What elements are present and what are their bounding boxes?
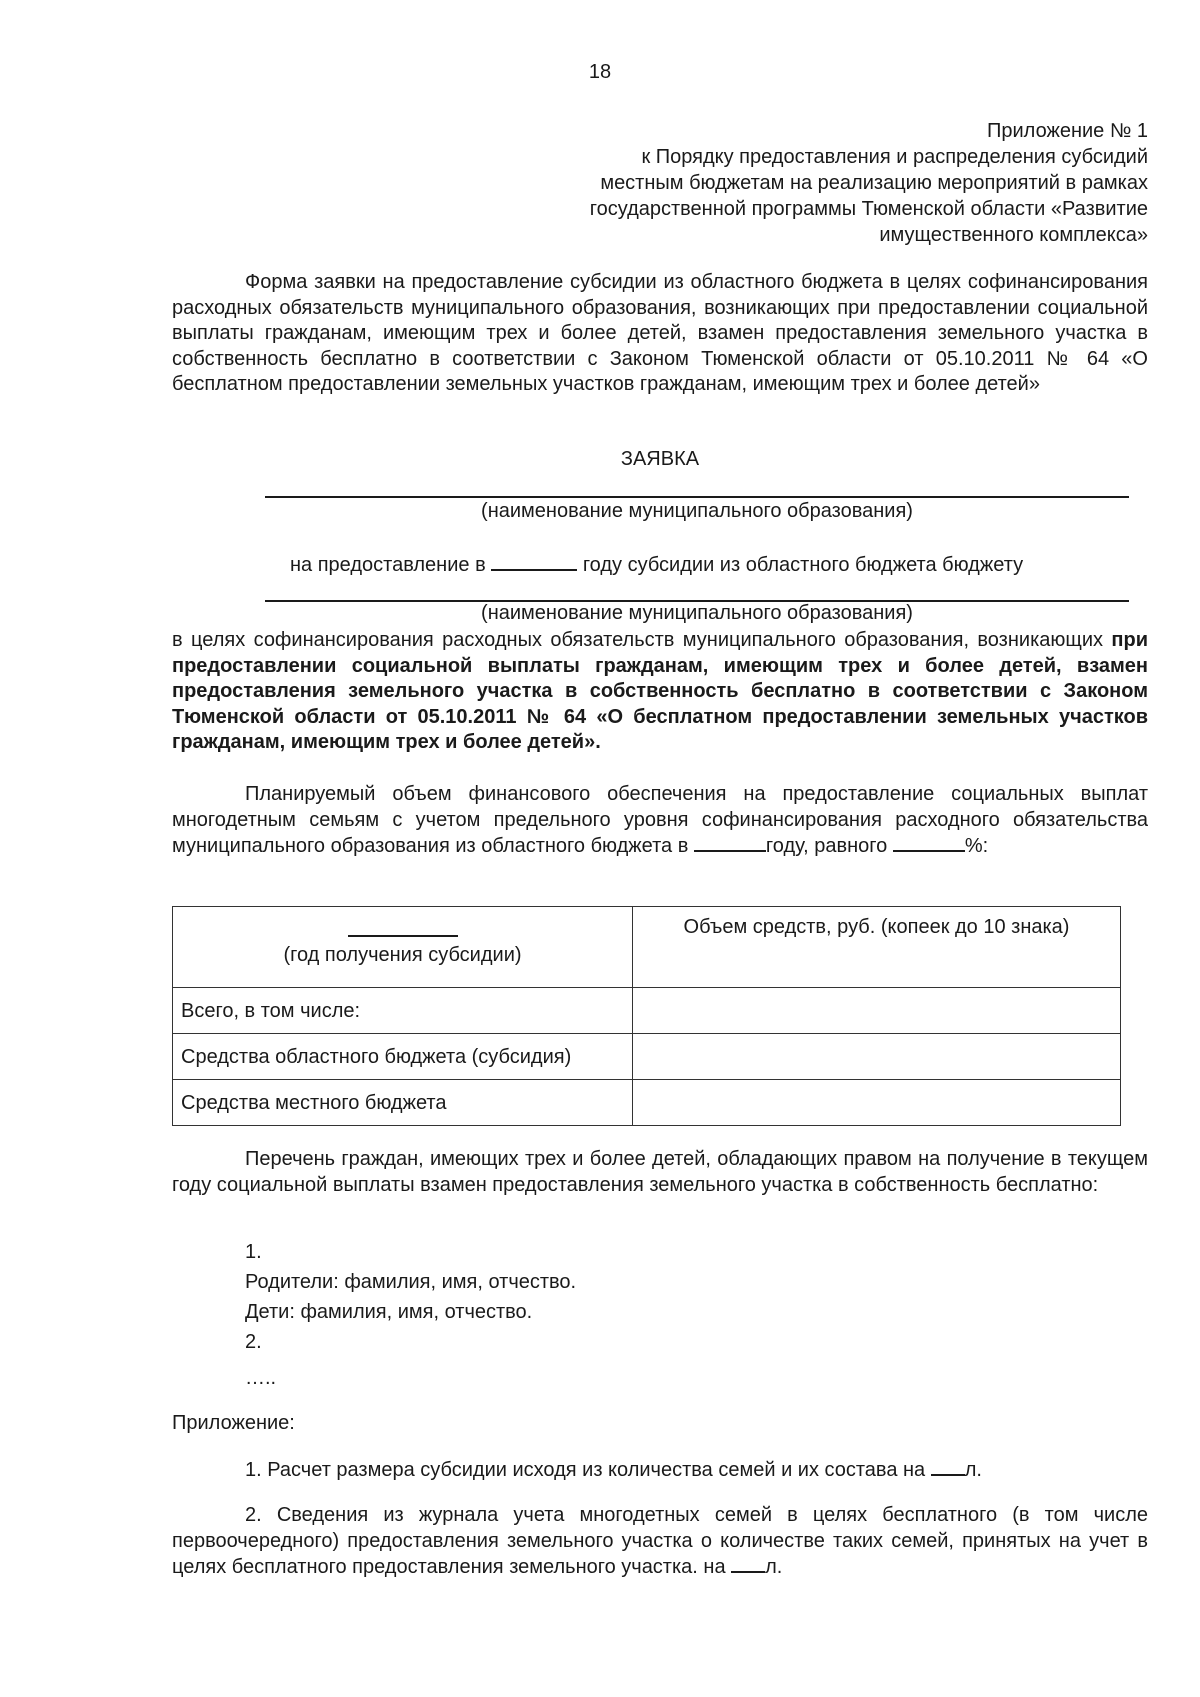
attachment-item-2-blank: [731, 1554, 765, 1573]
purpose-normal: в целях софинансирования расходных обязательств муниципального образования, возникающих: [172, 629, 1104, 651]
table-header-left: [173, 907, 633, 988]
attachment-item-2-text: 2. Сведения из журнала учета многодетных семей в целях бесплатного (в том числе первоочередного) предоставления земельного участка о количестве таких семей, принятых на учет в целях бесплатного предоставления земельного участка. на: [172, 1504, 1148, 1578]
appendix-line: Приложение № 1: [987, 120, 1148, 142]
appendix-header: [590, 118, 1148, 248]
purpose-paragraph: [172, 628, 1148, 756]
planned-text: Планируемый объем финансового обеспечения на предоставление социальных выплат многодетным семьям с учетом предельного уровня софинансирования расходного обязательства муниципального образования из областного бюджета в: [172, 783, 1148, 857]
list-parents: Родители: фамилия, имя, отчество.: [245, 1271, 577, 1293]
heading: ЗАЯВКА: [620, 448, 700, 470]
list-children: Дети: фамилия, имя, отчество.: [245, 1301, 533, 1323]
list-item: 2.: [245, 1331, 262, 1353]
table-row-value: [633, 1034, 1121, 1080]
appendix-line: местным бюджетам на реализацию мероприятий в рамках: [600, 172, 1148, 194]
request-text-pre: на предоставление в: [290, 554, 486, 576]
caption-municipality-1: (наименование муниципального образования): [481, 500, 913, 522]
attachment-item-1-text: 1. Расчет размера субсидии исходя из количества семей и их состава на: [245, 1459, 926, 1481]
table-row-value: [633, 988, 1121, 1034]
attachment-item-2-suffix: л.: [765, 1556, 783, 1578]
form-title: Форма заявки на предоставление субсидии из областного бюджета в целях софинансирования расходных обязательств муниципального образования, возникающих при предоставлении социальной выплаты гражданам, имеющим трех и более детей, взамен предоставления земельного участка в собственность бесплатно в соответствии с Законом Тюменской области от 05.10.2011 № 64 «О бесплатном предоставлении земельных участков гражданам, имеющим трех и более детей»: [172, 271, 1148, 395]
table-row: [173, 1034, 1121, 1080]
year-blank: [491, 552, 577, 571]
table-header-left-label: (год получения субсидии): [283, 944, 522, 966]
planned-year-suffix: году, равного: [765, 835, 888, 857]
appendix-line: государственной программы Тюменской области «Развитие: [589, 198, 1148, 220]
list-ellipsis: …..: [245, 1367, 277, 1389]
planned-percent-blank: [893, 833, 965, 852]
planned-paragraph: [172, 782, 1148, 860]
attachment-item-1: [245, 1457, 982, 1483]
attachment-item-1-suffix: л.: [964, 1459, 982, 1481]
table-row-label: Всего, в том числе:: [173, 988, 633, 1034]
planned-percent-suffix: %:: [964, 835, 989, 857]
funding-table: [172, 906, 1121, 1126]
list-item: 1.: [245, 1241, 262, 1263]
purpose-bold: при предоставлении социальной выплаты гражданам, имеющим трех и более детей, взамен предоставления земельного участка в собственность бесплатно в соответствии с Законом Тюменской области от 05.10.2011 № 64 «О бесплатном предоставлении земельных участков гражданам, имеющим трех и более детей».: [172, 629, 1148, 753]
citizens-list: [245, 1237, 576, 1393]
table-row: [173, 1080, 1121, 1126]
attachments-title: Приложение:: [172, 1412, 295, 1434]
planned-year-blank: [694, 833, 766, 852]
appendix-line: имущественного комплекса»: [879, 224, 1148, 246]
page-number: 18: [588, 61, 612, 83]
table-row-label: Средства местного бюджета: [173, 1080, 633, 1126]
appendix-line: к Порядку предоставления и распределения субсидий: [641, 146, 1148, 168]
year-of-subsidy-blank: [348, 935, 458, 937]
table-row-value: [633, 1080, 1121, 1126]
caption-municipality-2: (наименование муниципального образования): [481, 602, 913, 624]
attachment-item-2: [172, 1503, 1148, 1581]
table-row-label: Средства областного бюджета (субсидия): [173, 1034, 633, 1080]
table-header-right: Объем средств, руб. (копеек до 10 знака): [633, 907, 1121, 988]
citizens-intro: Перечень граждан, имеющих трех и более детей, обладающих правом на получение в текущем году социальной выплаты взамен предоставления земельного участка в собственность бесплатно:: [172, 1148, 1148, 1196]
table-header-row: [173, 907, 1121, 988]
attachment-item-1-blank: [931, 1457, 965, 1476]
request-line: [290, 552, 1023, 578]
table-row: [173, 988, 1121, 1034]
request-text-post: году субсидии из областного бюджета бюджету: [582, 554, 1024, 576]
